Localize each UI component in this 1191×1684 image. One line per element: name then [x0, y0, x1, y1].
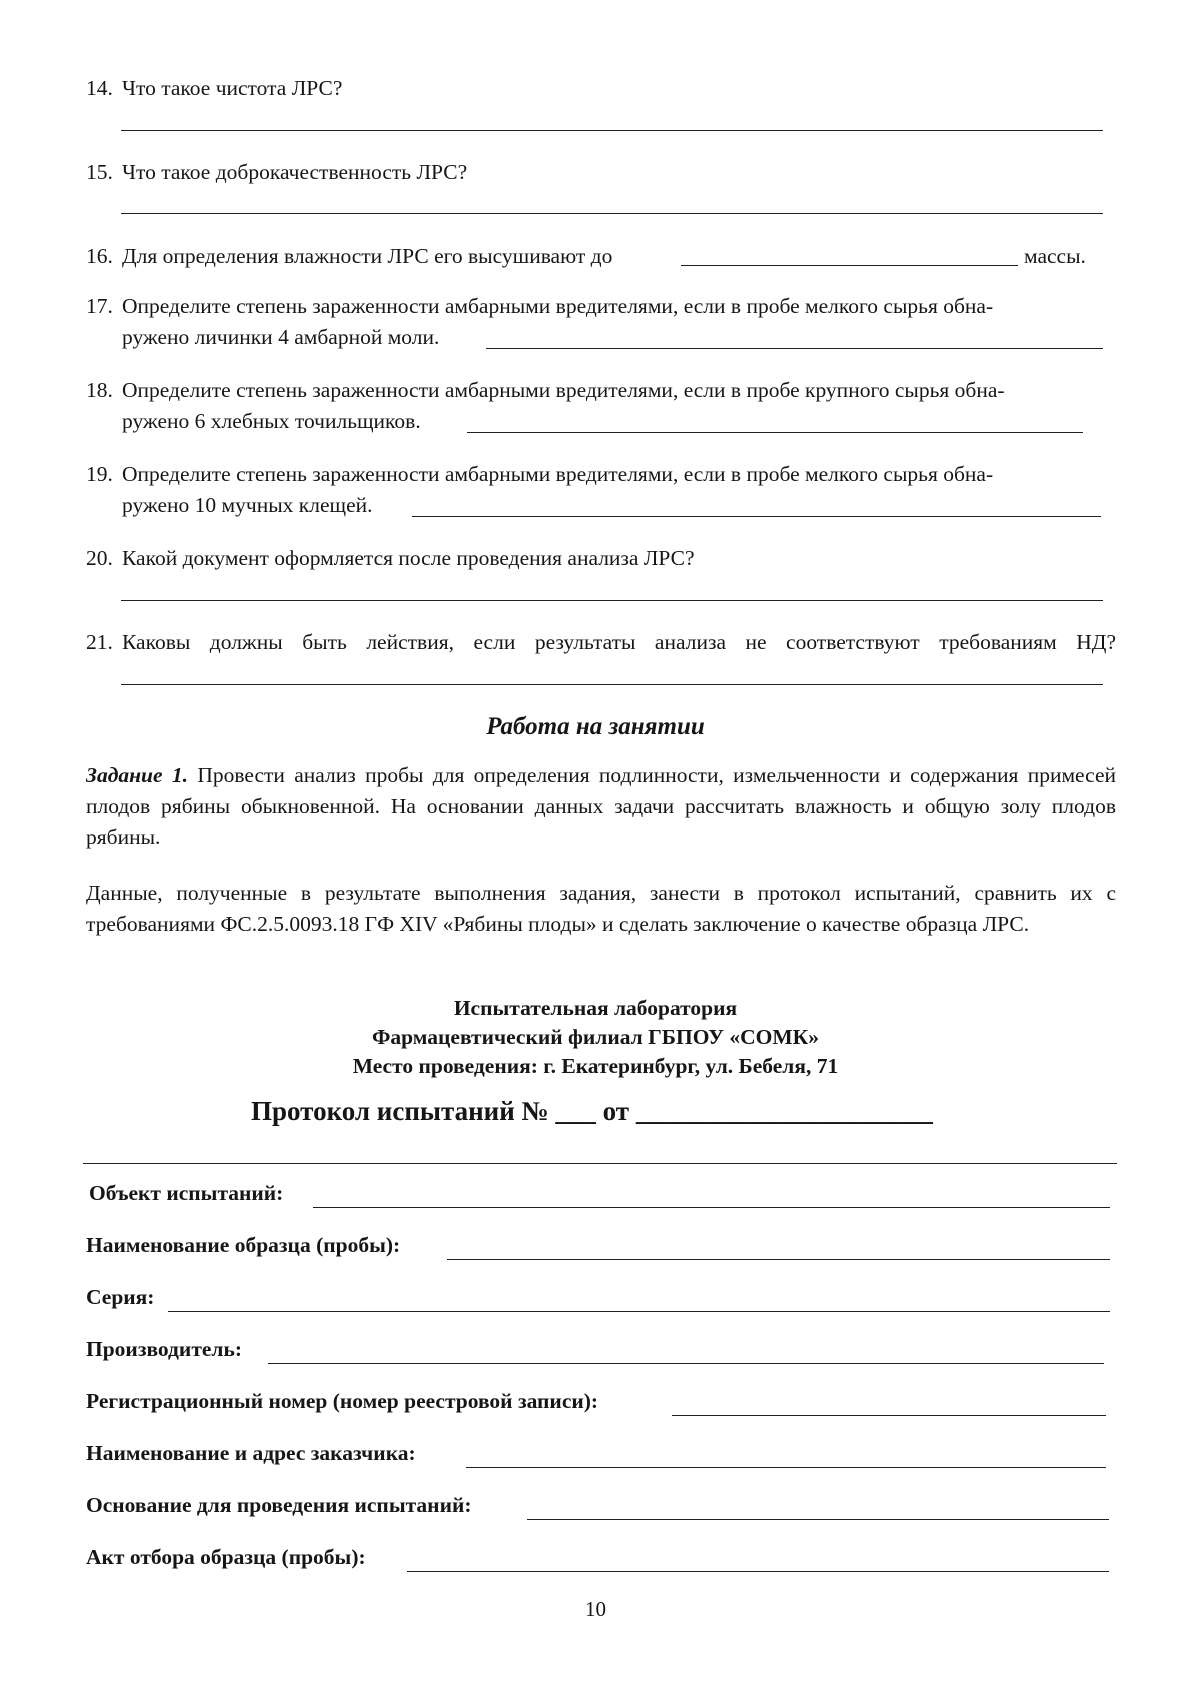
question-text-continued: ружено 6 хлебных точильщиков. [122, 409, 421, 433]
question-number: 15. [86, 160, 113, 184]
task-label: Задание 1. [86, 763, 188, 787]
field-line [672, 1415, 1106, 1416]
question-text: Что такое доброкачественность ЛРС? [122, 160, 468, 184]
separator-line [83, 1163, 1117, 1164]
question-text: Что такое чистота ЛРС? [122, 76, 343, 100]
question-21 [86, 627, 1116, 657]
question-17 [86, 291, 993, 321]
field-line [527, 1519, 1109, 1520]
question-number: 21. [86, 630, 113, 654]
question-text: Определите степень зараженности амбарными вредителями, если в пробе крупного сырья обна- [122, 378, 1005, 402]
lab-name: Испытательная лаборатория [453, 996, 738, 1020]
field-test-object: Объект испытаний: [89, 1181, 284, 1205]
answer-line [121, 684, 1103, 685]
task-text: Провести анализ пробы для определения подлинности, измельченности и содержания примесей плодов рябины обыкновенной. На основании данных задачи рассчитать влажность и общую золу плодов рябины. [86, 763, 1116, 849]
protocol-from: от [602, 1096, 630, 1126]
field-series: Серия: [86, 1285, 155, 1309]
protocol-number-blank: ___ [555, 1096, 596, 1126]
task-note: Данные, полученные в результате выполнения задания, занести в протокол испытаний, сравнить их с требованиями ФС.2.5.0093.18 ГФ XIV «Рябины плоды» и сделать заключение о качестве образца ЛРС. [86, 881, 1116, 936]
section-title: Работа на занятии [486, 713, 705, 740]
protocol-label: Протокол испытаний № [251, 1096, 549, 1126]
task-paragraph [86, 760, 1116, 853]
field-sample-name: Наименование образца (пробы): [86, 1233, 401, 1257]
answer-line [681, 265, 1018, 266]
question-text: Для определения влажности ЛРС его высушивают до [122, 244, 613, 268]
question-text: Определите степень зараженности амбарными вредителями, если в пробе мелкого сырья обна- [122, 462, 994, 486]
question-20 [86, 543, 695, 573]
answer-line [412, 516, 1101, 517]
question-number: 20. [86, 546, 113, 570]
question-text-continued: ружено личинки 4 амбарной моли. [122, 325, 440, 349]
question-15 [86, 157, 467, 187]
lab-location: Место проведения: г. Екатеринбург, ул. Бебеля, 71 [352, 1054, 839, 1078]
answer-line [467, 432, 1083, 433]
field-line [447, 1259, 1110, 1260]
question-number: 17. [86, 294, 113, 318]
answer-line [121, 213, 1103, 214]
question-19 [86, 459, 993, 489]
question-number: 18. [86, 378, 113, 402]
field-manufacturer: Производитель: [86, 1337, 243, 1361]
question-18 [86, 375, 1005, 405]
protocol-date-blank: ______________________ [635, 1096, 933, 1126]
field-test-basis: Основание для проведения испытаний: [86, 1493, 472, 1517]
question-text-continued: ружено 10 мучных клещей. [122, 493, 373, 517]
field-line [168, 1311, 1110, 1312]
question-text: Определите степень зараженности амбарными вредителями, если в пробе мелкого сырья обна- [122, 294, 994, 318]
lab-branch: Фармацевтический филиал ГБПОУ «СОМК» [371, 1025, 820, 1049]
protocol-title [251, 1096, 933, 1127]
field-registration-number: Регистрационный номер (номер реестровой записи): [86, 1389, 599, 1413]
answer-line [121, 130, 1103, 131]
question-suffix: массы. [1024, 244, 1086, 268]
question-number: 19. [86, 462, 113, 486]
question-number: 14. [86, 76, 113, 100]
answer-line [121, 600, 1103, 601]
field-line [466, 1467, 1106, 1468]
answer-line [486, 348, 1103, 349]
question-16 [86, 241, 612, 271]
question-text: Какой документ оформляется после проведения анализа ЛРС? [122, 546, 695, 570]
question-14 [86, 73, 342, 103]
field-line [407, 1571, 1109, 1572]
field-line [268, 1363, 1104, 1364]
field-customer: Наименование и адрес заказчика: [86, 1441, 416, 1465]
question-text: Каковы должны быть лействия, если результаты анализа не соответствуют требованиям НД? [122, 630, 1116, 654]
question-number: 16. [86, 244, 113, 268]
page-number: 10 [585, 1597, 606, 1621]
field-line [313, 1207, 1110, 1208]
field-sampling-act: Акт отбора образца (пробы): [86, 1545, 366, 1569]
